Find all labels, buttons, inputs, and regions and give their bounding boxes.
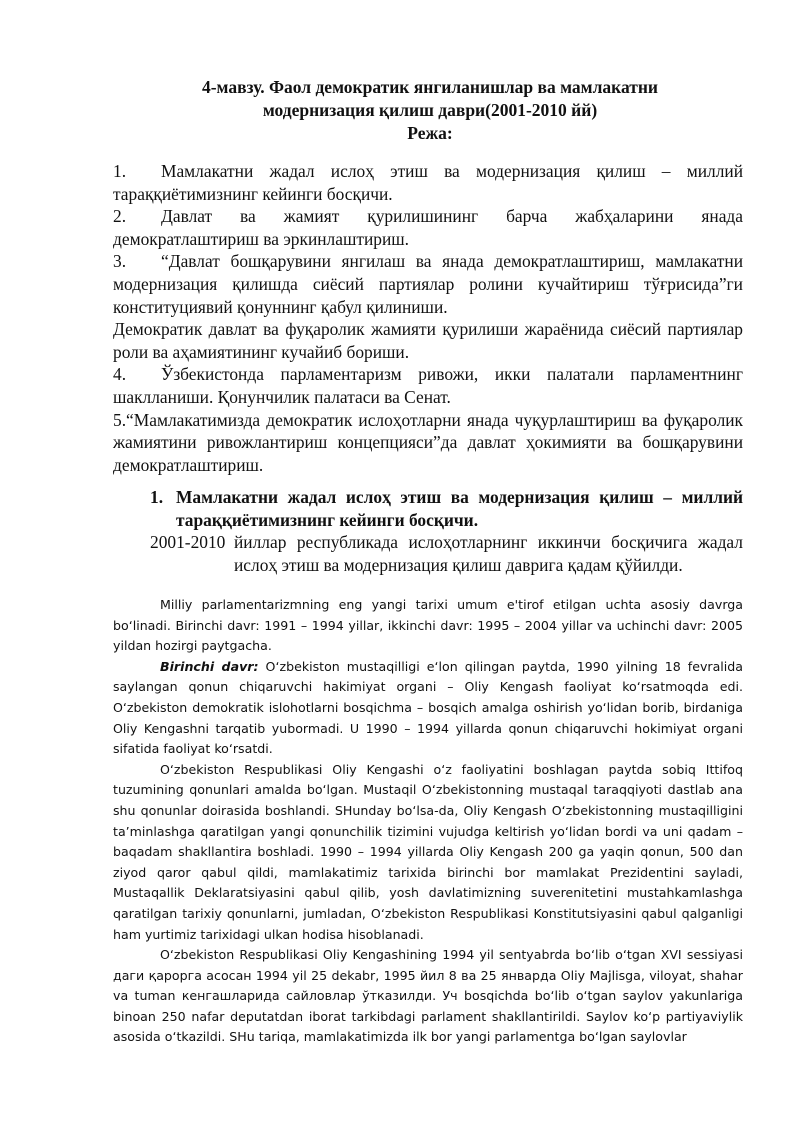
document-title <box>100 76 760 145</box>
title-line-2: модернизация қилиш даври(2001-2010 йй) <box>262 100 598 120</box>
plan-item <box>113 205 743 250</box>
section-years: 2001-2010 <box>150 532 226 552</box>
plan-item-number: 3. <box>113 251 127 272</box>
plan-item-number: 4. <box>113 364 127 385</box>
body-text <box>113 595 743 1048</box>
title-line-1: 4-мавзу. Фаол демократик янгиланишлар ва мамлакатни <box>201 77 659 97</box>
plan-item <box>113 409 743 477</box>
period-label: Birinchi davr: <box>160 658 259 674</box>
paragraph: Milliy parlamentarizmning eng yangi tarixi umum e'tirof etilgan uchta asosiy davrga bo‘linadi. Birinchi davr: 1991 – 1994 yillar, ikkinchi davr: 1995 – 2004 yillar va uchinchi davr: 2005 yildan hozirgi paytgacha. <box>113 597 743 654</box>
plan-item-text: “Давлат бошқарувини янгилаш ва янада демократлаштириш, мамлакатни модернизация қилишда сиёсий партиялар ролини кучайтириш тўғрисида”ги конституциявий қонуннинг қабул қилиниши. <box>113 251 743 317</box>
paragraph <box>113 657 743 760</box>
section-intro <box>150 531 743 576</box>
plan-item-text: 5.“Мамлакатимизда демократик ислоҳотларни янада чуқурлаштириш ва фуқаролик жамиятини ривожлантириш концепцияси”да давлат ҳокимияти ва бошқарувини демократлаштириш. <box>113 409 743 475</box>
plan-heading: Режа: <box>407 123 453 143</box>
plan-item-number: 1. <box>113 161 127 181</box>
plan-item <box>113 363 743 408</box>
plan-list <box>113 160 743 476</box>
paragraph: O‘zbekiston Respublikasi Oliy Kengashi o‘z faoliyatini boshlagan paytda sobiq Ittifoq tuzumining qonunlari amalda bo‘lgan. Mustaqil O‘zbekistonning mustaqal taraqqiyoti dastlab ana shu qonunlar doirasida boshlandi. SHunday bo‘lsa-da, Oliy Kengash O‘zbekistonning mustaqilligini ta’minlashga qaratilgan yangi qonunchilik tizimini vujudga keltirish yo‘lidan bordi va uni qadam – baqadam shakllantira boshladi. 1990 – 1994 yillarda Oliy Kengash 200 ga yaqin qonun, 500 dan ziyod qaror qabul qildi, mamlakatimiz tarixida birinchi bor mamlakat Prezidentini sayladi, Mustaqallik Deklaratsiyasini qabul qilib, yosh davlatimizning suverenitetini mustahkamlashga qaratilgan tarixiy qonunlarni, jumladan, O‘zbekiston Respublikasi Konstitutsiyasini qabul qalganligi ham yurtimiz tarixidagi ulkan hodisa hisoblanadi. <box>113 761 743 942</box>
plan-item <box>113 318 743 363</box>
section-heading <box>150 486 743 531</box>
plan-item <box>113 160 743 205</box>
plan-item-text: Мамлакатни жадал ислоҳ этиш ва модернизация қилиш – миллий тараққиётимизнинг кейинги босқичи. <box>113 161 743 204</box>
plan-item-text: Демократик давлат ва фуқаролик жамияти қурилиши жараёнида сиёсий партиялар роли ва аҳамиятининг кучайиб бориши. <box>113 319 743 362</box>
section-heading-text: Мамлакатни жадал ислоҳ этиш ва модернизация қилиш – миллий тараққиётимизнинг кейинги босқичи. <box>176 487 743 530</box>
section-number: 1. <box>150 487 164 507</box>
paragraph: O‘zbekiston Respublikasi Oliy Kengashining 1994 yil sentyabrda bo‘lib o‘tgan XVI sessiyasi даги қарорга асосан 1994 yil 25 dekabr, 1995 йил 8 ва 25 январда Oliy Majlisga, viloyat, shahar va tuman кенгашларида сайловлар ўтказилди. Уч bosqichda bo‘lib o‘tgan saylov yakunlariga binoan 250 nafar deputatdan iborat tarkibdagi parlament shakllantirildi. Saylov ko‘p partiyaviylik asosida o‘tkazildi. SHu tariqa, mamlakatimizda ilk bor yangi parlamentga bo‘lgan saylovlar <box>113 947 743 1045</box>
plan-item-number: 2. <box>113 206 127 227</box>
plan-item-text: Давлат ва жамият қурилишининг барча жабҳаларини янада демократлаштириш ва эркинлаштириш. <box>113 206 743 249</box>
section-intro-text: йиллар республикада ислоҳотларнинг иккинчи босқичига жадал ислоҳ этиш ва модернизация қилиш даврига қадам қўйилди. <box>234 532 743 575</box>
plan-item-text: Ўзбекистонда парламентаризм ривожи, икки палатали парламентнинг шаклланиши. Қонунчилик палатаси ва Сенат. <box>113 364 743 407</box>
plan-item <box>113 250 743 318</box>
paragraph-text: O‘zbekiston mustaqilligi e‘lon qilingan paytda, 1990 yilning 18 fevralida saylangan qonun chiqaruvchi hakimiyat organi – Oliy Kengash faoliyat ko‘rsatmoqda edi. O‘zbekiston demokratik islohotlarni bosqichma – bosqich amalga oshirish yo‘lidan borib, birdaniga Oliy Kengashni tarqatib yubormadi. U 1990 – 1994 yillarda qonun chiqaruvchi hokimiyat organi sifatida faoliyat ko‘rsatdi. <box>113 658 743 757</box>
